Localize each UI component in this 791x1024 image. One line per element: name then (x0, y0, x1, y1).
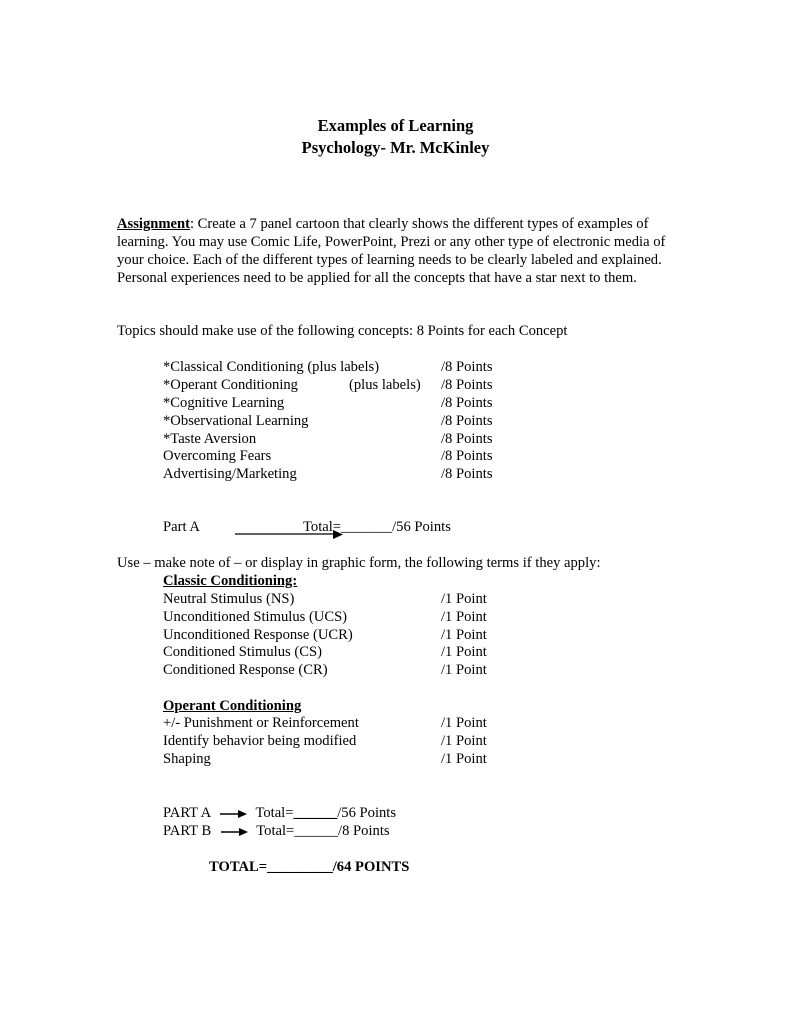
term-name: Conditioned Stimulus (CS) (163, 644, 322, 660)
topic-points: /8 Points (441, 413, 493, 429)
arrow-icon (221, 826, 249, 838)
topic-points: /8 Points (441, 359, 493, 375)
grand-total (209, 858, 409, 876)
operant-heading: Operant Conditioning (163, 698, 302, 714)
part-b-summary-label: PART B (163, 823, 212, 839)
topic-points: /8 Points (441, 377, 493, 393)
topic-extra: (plus labels) (349, 377, 421, 393)
term-points: /1 Point (441, 751, 487, 767)
topic-name: *Taste Aversion (163, 431, 257, 447)
topic-name: Advertising/Marketing (163, 466, 297, 482)
part-a-summary-total: Total= (255, 805, 294, 821)
page-title: Examples of Learning (317, 116, 474, 135)
term-name: Neutral Stimulus (NS) (163, 591, 295, 607)
terms-intro: Use – make note of – or display in graphic form, the following terms if they apply: (117, 555, 601, 571)
term-points: /1 Point (441, 591, 487, 607)
term-points: /1 Point (441, 627, 487, 643)
part-b-summary-total: Total=______/8 Points (256, 823, 390, 839)
topic-name: *Cognitive Learning (163, 395, 285, 411)
term-name: Unconditioned Response (UCR) (163, 627, 353, 643)
arrow-icon (220, 808, 248, 820)
part-a-summary (163, 804, 396, 822)
part-a-summary-points: /56 Points (337, 805, 397, 821)
term-name: Shaping (163, 751, 211, 767)
topic-name: Overcoming Fears (163, 448, 272, 464)
term-points: /1 Point (441, 662, 487, 678)
term-name: Unconditioned Stimulus (UCS) (163, 609, 348, 625)
term-name: Conditioned Response (CR) (163, 662, 328, 678)
term-name: +/- Punishment or Reinforcement (163, 715, 359, 731)
assignment-paragraph (117, 215, 677, 287)
topic-name: *Classical Conditioning (plus labels) (163, 359, 380, 375)
part-a-total: Total=_______/56 Points (303, 519, 451, 535)
page-subtitle: Psychology- Mr. McKinley (301, 138, 490, 157)
topic-points: /8 Points (441, 431, 493, 447)
topics-intro: Topics should make use of the following concepts: 8 Points for each Concept (117, 323, 568, 339)
part-b-summary (163, 822, 390, 840)
part-a-summary-blank: ______ (293, 805, 338, 821)
topic-points: /8 Points (441, 395, 493, 411)
grand-total-blank: _________ (267, 859, 333, 875)
topic-name: *Operant Conditioning (163, 377, 298, 393)
part-a-label: Part A (163, 519, 200, 535)
topic-name: *Observational Learning (163, 413, 309, 429)
term-points: /1 Point (441, 609, 487, 625)
grand-total-label: TOTAL= (209, 859, 268, 875)
term-points: /1 Point (441, 733, 487, 749)
classic-heading: Classic Conditioning: (163, 573, 298, 589)
topic-points: /8 Points (441, 448, 493, 464)
term-points: /1 Point (441, 715, 487, 731)
assignment-text: : Create a 7 panel cartoon that clearly shows the different types of examples of learning. You may use Comic Life, PowerPoint, Prezi or any other type of electronic media of your choice. Each of the different types of learning needs to be clearly labeled and explained. Personal experiences need to be applied for all the concepts that have a star next to them. (117, 216, 666, 286)
term-name: Identify behavior being modified (163, 733, 357, 749)
part-a-summary-label: PART A (163, 805, 211, 821)
term-points: /1 Point (441, 644, 487, 660)
assignment-label: Assignment (117, 216, 190, 232)
grand-total-points: /64 POINTS (332, 859, 410, 875)
topic-points: /8 Points (441, 466, 493, 482)
